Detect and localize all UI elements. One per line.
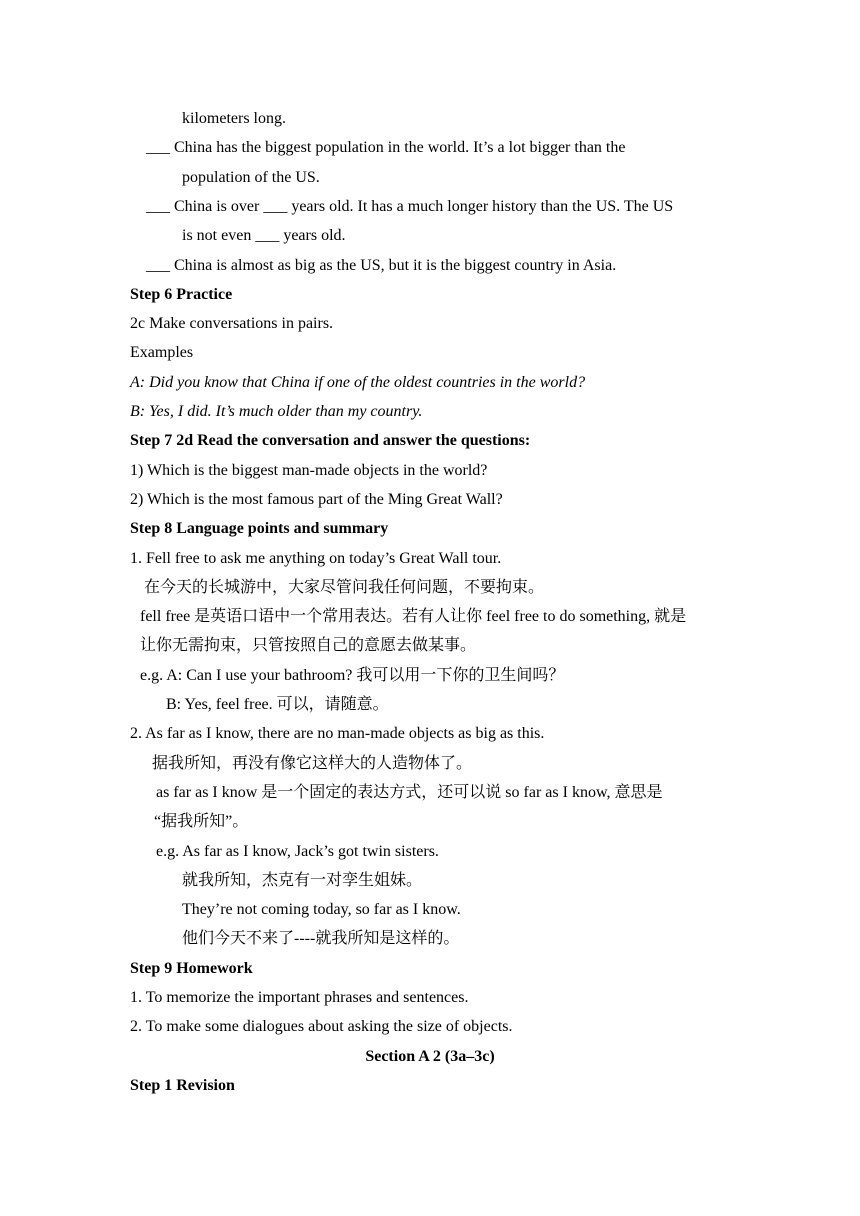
text-line: ___ China is over ___ years old. It has a much longer history than the US. The US xyxy=(146,198,674,215)
section-heading: Step 7 2d Read the conversation and answer the questions: xyxy=(130,432,531,449)
text-line: population of the US. xyxy=(182,169,320,186)
text-line: 1. Fell free to ask me anything on today’s Great Wall tour. xyxy=(130,550,502,567)
text-line: 让你无需拘束，只管按照自己的意愿去做某事。 xyxy=(140,637,477,654)
section-heading: Step 8 Language points and summary xyxy=(130,520,389,537)
example-line: B: Yes, I did. It’s much older than my country. xyxy=(130,403,423,420)
text-line: 就我所知，杰克有一对孪生姐妹。 xyxy=(182,872,423,889)
text-line: kilometers long. xyxy=(182,110,286,127)
section-heading: Step 1 Revision xyxy=(130,1077,235,1094)
text-line: as far as I know 是一个固定的表达方式，还可以说 so far as I know, 意思是 xyxy=(156,784,663,801)
text-line: e.g. As far as I know, Jack’s got twin sisters. xyxy=(156,843,439,860)
text-line: 据我所知，再没有像它这样大的人造物体了。 xyxy=(152,755,473,772)
text-line: They’re not coming today, so far as I know. xyxy=(182,901,461,918)
text-line: Examples xyxy=(130,344,194,361)
section-heading: Step 6 Practice xyxy=(130,286,233,303)
text-line: 2. To make some dialogues about asking the size of objects. xyxy=(130,1018,513,1035)
text-line: B: Yes, feel free. 可以，请随意。 xyxy=(166,696,389,713)
section-heading: Step 9 Homework xyxy=(130,960,253,977)
text-line: is not even ___ years old. xyxy=(182,227,346,244)
example-line: A: Did you know that China if one of the oldest countries in the world? xyxy=(130,374,586,391)
text-line: “据我所知”。 xyxy=(154,813,249,830)
text-line: 1. To memorize the important phrases and sentences. xyxy=(130,989,469,1006)
text-line: 他们今天不来了----就我所知是这样的。 xyxy=(182,930,460,947)
text-line: e.g. A: Can I use your bathroom? 我可以用一下你的卫生间吗？ xyxy=(140,667,565,684)
text-line: 2c Make conversations in pairs. xyxy=(130,315,334,332)
text-line: 2) Which is the most famous part of the Ming Great Wall? xyxy=(130,491,503,508)
text-line: fell free 是英语口语中一个常用表达。若有人让你 feel free to do something, 就是 xyxy=(140,608,687,625)
text-line: ___ China is almost as big as the US, but it is the biggest country in Asia. xyxy=(146,257,617,274)
text-line: 在今天的长城游中，大家尽管问我任何问题，不要拘束。 xyxy=(144,579,545,596)
section-title: Section A 2 (3a–3c) xyxy=(365,1048,495,1065)
text-line: ___ China has the biggest population in the world. It’s a lot bigger than the xyxy=(146,139,626,156)
text-line: 2. As far as I know, there are no man-made objects as big as this. xyxy=(130,725,545,742)
text-line: 1) Which is the biggest man-made objects in the world? xyxy=(130,462,488,479)
